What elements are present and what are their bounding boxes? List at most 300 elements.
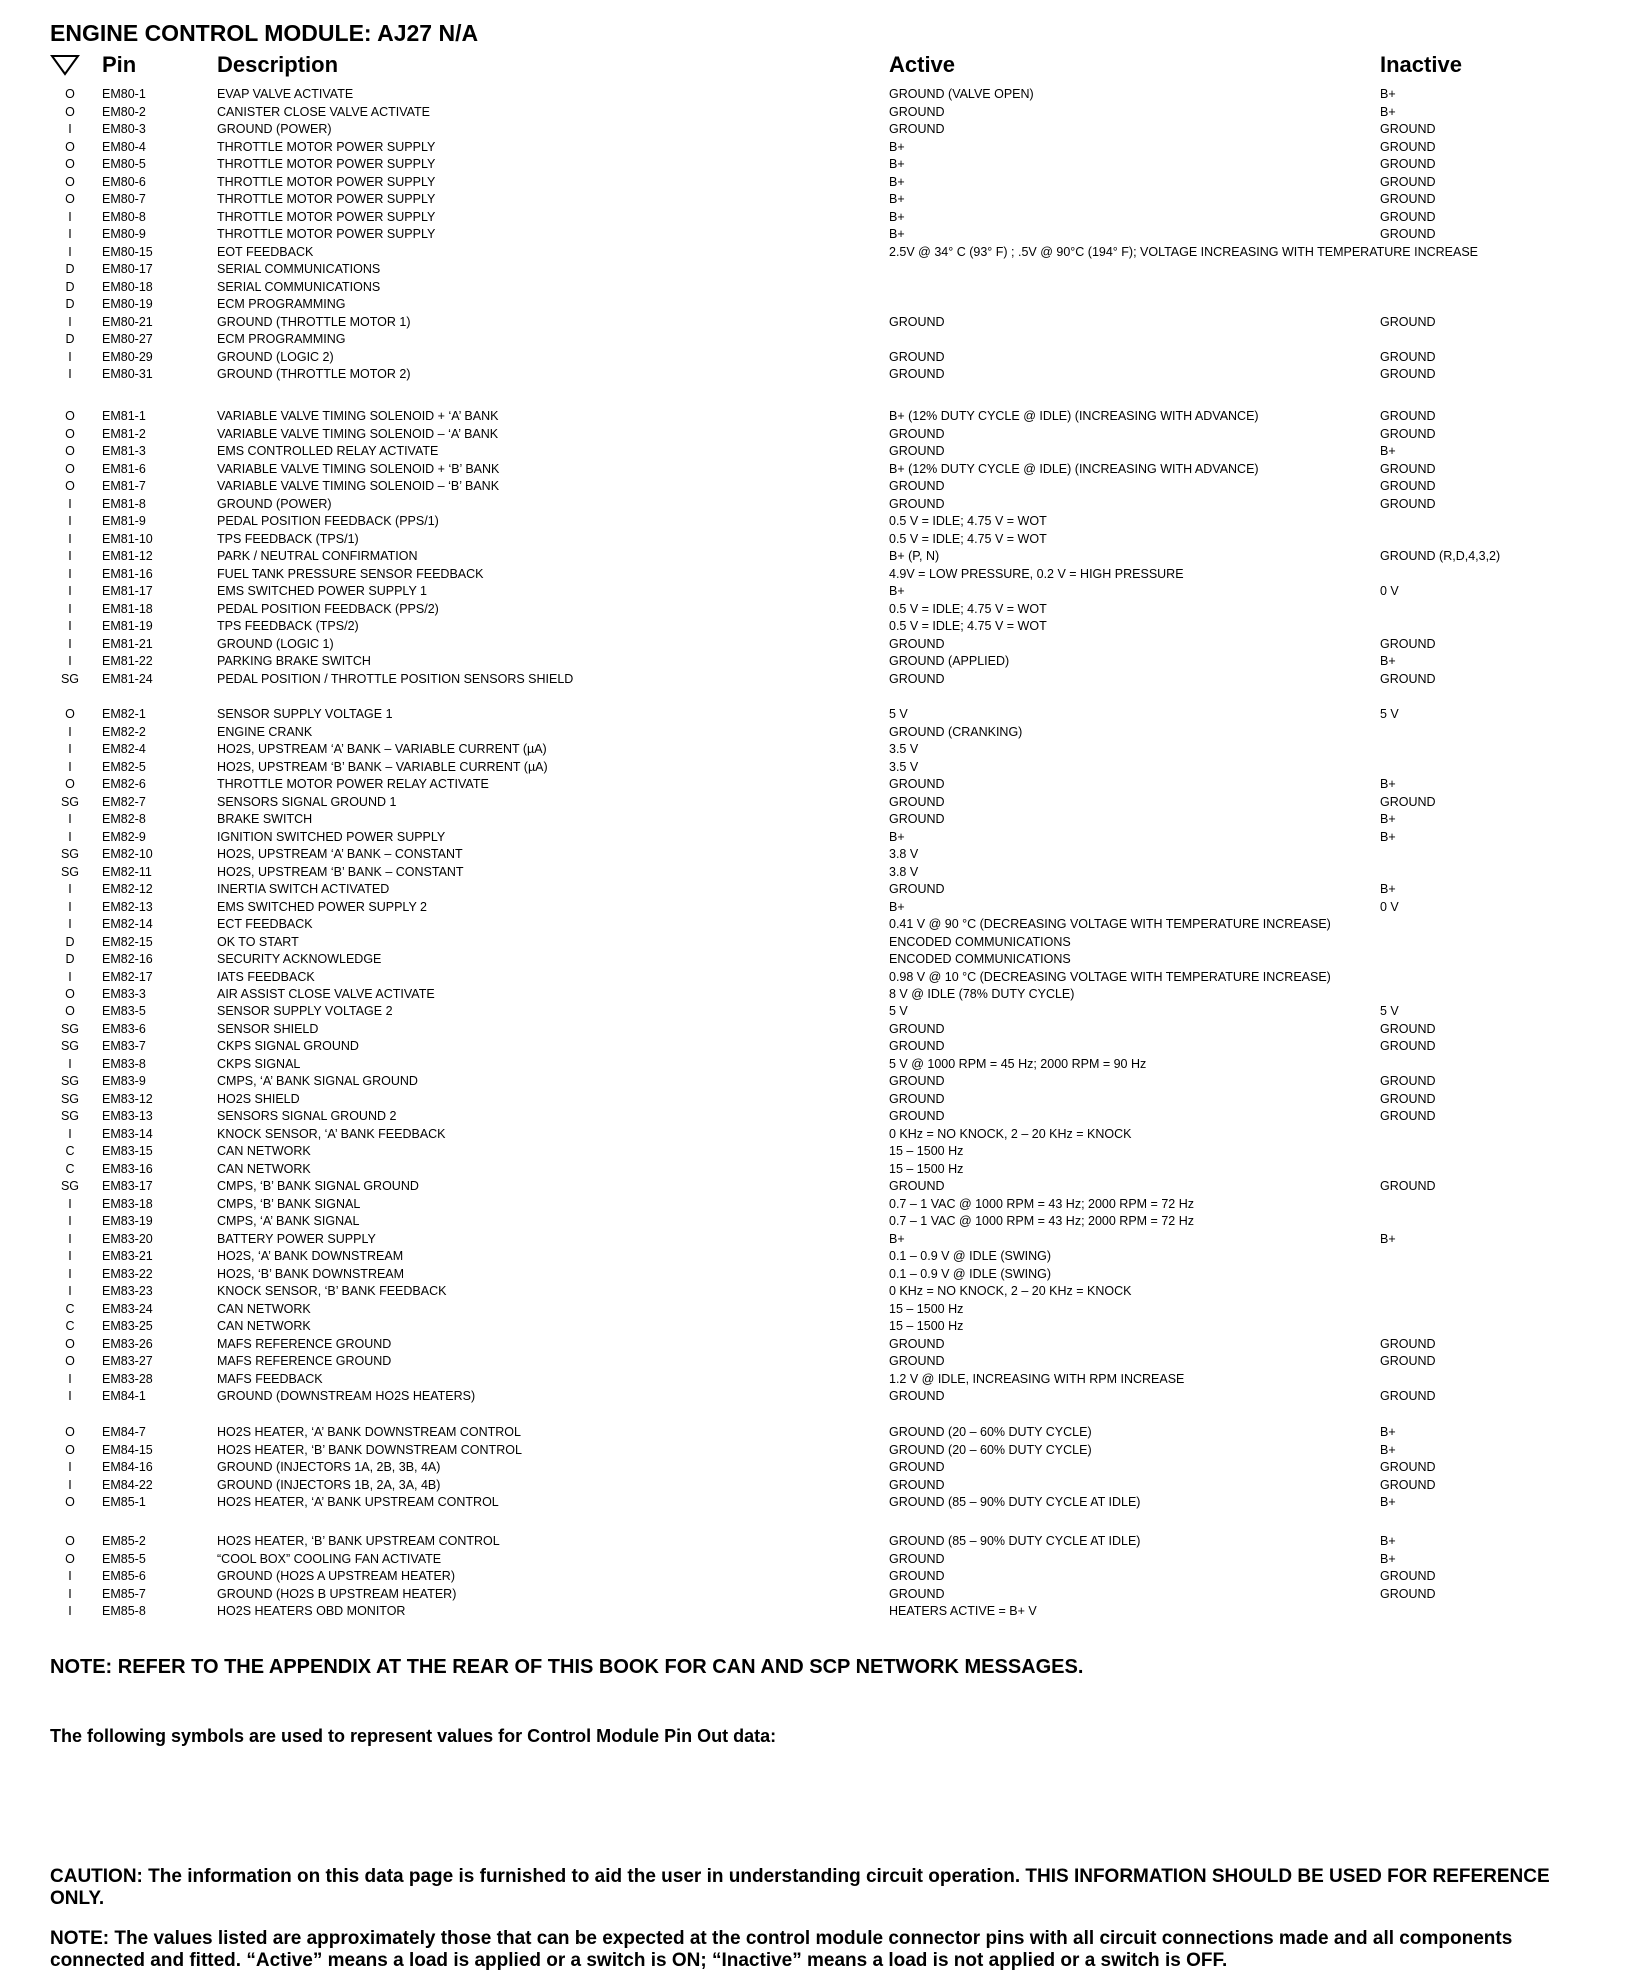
table-row: [0, 1108, 1648, 1125]
pin-description: MAFS FEEDBACK: [217, 1371, 323, 1386]
pin-active: 3.8 V: [889, 864, 919, 879]
pin-id: EM83-5: [102, 1004, 146, 1018]
pin-id: EM83-27: [102, 1354, 153, 1368]
table-row: [0, 1283, 1648, 1300]
table-row: [0, 1196, 1648, 1213]
table-row: [0, 226, 1648, 243]
pin-inactive: B+: [1380, 1442, 1396, 1457]
pin-active: ENCODED COMMUNICATIONS: [889, 934, 1071, 949]
pin-type: I: [68, 1126, 72, 1141]
table-row: [0, 531, 1648, 548]
pin-active: 0.1 – 0.9 V @ IDLE (SWING): [889, 1249, 1052, 1263]
table-row: [0, 1301, 1648, 1318]
pin-type: I: [68, 1389, 72, 1403]
pin-description: SERIAL COMMUNICATIONS: [217, 279, 381, 294]
pin-active: 0.98 V @ 10 °C (DECREASING VOLTAGE WITH TEMPERATURE INCREASE): [889, 969, 1331, 984]
pin-type: O: [65, 479, 75, 493]
header-description: Description: [217, 52, 339, 77]
pin-inactive: GROUND: [1380, 1569, 1436, 1583]
table-row: [0, 706, 1648, 723]
pin-id: EM82-16: [102, 952, 153, 966]
table-row: [0, 1091, 1648, 1108]
pin-id: EM81-17: [102, 584, 153, 598]
pin-inactive: GROUND: [1380, 314, 1436, 329]
pin-id: EM83-16: [102, 1161, 153, 1176]
pin-id: EM83-6: [102, 1021, 146, 1036]
pin-description: GROUND (DOWNSTREAM HO2S HEATERS): [217, 1389, 476, 1403]
pin-inactive: B+: [1380, 104, 1396, 119]
pin-inactive: GROUND: [1380, 636, 1436, 651]
table-row: [0, 209, 1648, 226]
pin-type: O: [65, 192, 75, 206]
pin-active: B+ (12% DUTY CYCLE @ IDLE) (INCREASING WITH ADVANCE): [889, 461, 1259, 476]
pin-id: EM80-18: [102, 279, 153, 294]
pin-active: B+ (P, N): [889, 549, 940, 563]
pin-type: O: [65, 426, 75, 441]
pin-type: O: [65, 1004, 75, 1018]
pin-description: VARIABLE VALVE TIMING SOLENOID + ‘B’ BANK: [217, 461, 500, 476]
pin-description: HO2S HEATERS OBD MONITOR: [217, 1604, 406, 1618]
pin-description: CMPS, ‘B’ BANK SIGNAL: [217, 1196, 361, 1211]
pin-active: 4.9V = LOW PRESSURE, 0.2 V = HIGH PRESSURE: [889, 566, 1184, 581]
pin-description: EMS SWITCHED POWER SUPPLY 2: [217, 899, 427, 914]
pin-type: I: [68, 724, 72, 739]
pin-id: EM83-12: [102, 1091, 153, 1106]
pin-active: GROUND: [889, 1551, 945, 1566]
table-row: [0, 934, 1648, 951]
pin-inactive: B+: [1380, 829, 1396, 844]
pin-id: EM80-17: [102, 262, 153, 276]
pin-description: GROUND (THROTTLE MOTOR 2): [217, 367, 411, 381]
pin-active: GROUND: [889, 1179, 945, 1193]
pin-type: C: [65, 1319, 75, 1333]
pin-active: B+: [889, 209, 905, 224]
header-pin: Pin: [102, 52, 137, 77]
pin-active: B+: [889, 157, 905, 171]
pin-inactive: B+: [1380, 777, 1396, 791]
pin-inactive: GROUND: [1380, 671, 1436, 686]
table-row: [0, 759, 1648, 776]
pin-id: EM80-19: [102, 297, 153, 311]
pin-description: IATS FEEDBACK: [217, 969, 315, 984]
pin-type: I: [68, 1477, 72, 1492]
pin-id: EM80-8: [102, 209, 146, 224]
pin-id: EM85-8: [102, 1604, 146, 1618]
pin-active: GROUND: [889, 671, 945, 686]
pin-type: O: [65, 1336, 75, 1351]
pin-id: EM81-7: [102, 479, 146, 493]
pin-type: SG: [60, 1074, 80, 1088]
pin-type: I: [68, 1249, 72, 1263]
pin-description: SENSOR SHIELD: [217, 1021, 319, 1036]
pin-id: EM85-7: [102, 1586, 146, 1601]
pin-inactive: 0 V: [1380, 899, 1399, 914]
pin-id: EM82-6: [102, 777, 146, 791]
pin-id: EM83-23: [102, 1284, 153, 1298]
pin-id: EM81-9: [102, 514, 146, 528]
pin-inactive: GROUND: [1380, 1091, 1436, 1106]
pin-id: EM81-8: [102, 496, 146, 511]
pin-description: HO2S, ‘A’ BANK DOWNSTREAM: [217, 1249, 404, 1263]
pin-active: B+: [889, 829, 905, 844]
table-row: [0, 951, 1648, 968]
table-row: [0, 1161, 1648, 1178]
pin-description: HO2S, UPSTREAM ‘B’ BANK – CONSTANT: [217, 864, 464, 879]
pin-type: I: [68, 584, 72, 598]
table-row: [0, 548, 1648, 565]
pin-inactive: GROUND: [1380, 1109, 1436, 1123]
pin-id: EM80-1: [102, 87, 146, 101]
table-row: [0, 1038, 1648, 1055]
pin-inactive: GROUND: [1380, 496, 1436, 511]
page-title: ENGINE CONTROL MODULE: AJ27 N/A: [50, 20, 479, 46]
table-row: [0, 86, 1648, 103]
table-row: [0, 478, 1648, 495]
table-row: [0, 1459, 1648, 1476]
pin-inactive: B+: [1380, 882, 1396, 896]
pin-id: EM83-9: [102, 1074, 146, 1088]
pin-id: EM80-29: [102, 349, 153, 364]
table-row: [0, 1213, 1648, 1230]
pin-description: “COOL BOX” COOLING FAN ACTIVATE: [217, 1551, 442, 1566]
table-row: [0, 671, 1648, 688]
table-row: [0, 794, 1648, 811]
pin-description: PARK / NEUTRAL CONFIRMATION: [217, 549, 418, 563]
pin-active: 0.1 – 0.9 V @ IDLE (SWING): [889, 1266, 1052, 1281]
pin-description: TPS FEEDBACK (TPS/1): [217, 531, 359, 546]
pin-id: EM85-2: [102, 1534, 146, 1548]
pin-active: GROUND: [889, 1039, 945, 1053]
pin-inactive: GROUND: [1380, 174, 1436, 189]
pin-id: EM82-15: [102, 934, 153, 949]
pin-active: GROUND: [889, 1354, 945, 1368]
pin-type: O: [65, 1551, 75, 1566]
table-row: [0, 864, 1648, 881]
pin-active: 0.5 V = IDLE; 4.75 V = WOT: [889, 531, 1047, 546]
pin-type: I: [68, 349, 72, 364]
pin-id: EM83-26: [102, 1336, 153, 1351]
pin-active: GROUND: [889, 1074, 945, 1088]
pin-description: EMS SWITCHED POWER SUPPLY 1: [217, 584, 427, 598]
pin-type: I: [68, 619, 72, 633]
pin-active: GROUND: [889, 367, 945, 381]
table-row: [0, 829, 1648, 846]
pin-description: PEDAL POSITION / THROTTLE POSITION SENSORS SHIELD: [217, 671, 574, 686]
pin-id: EM83-17: [102, 1179, 153, 1193]
pin-active: 8 V @ IDLE (78% DUTY CYCLE): [889, 987, 1075, 1001]
pin-description: CMPS, ‘A’ BANK SIGNAL: [217, 1214, 360, 1228]
pin-inactive: GROUND: [1380, 139, 1436, 154]
pin-id: EM80-7: [102, 192, 146, 206]
pin-id: EM84-15: [102, 1442, 153, 1457]
table-row: [0, 443, 1648, 460]
table-row: [0, 1494, 1648, 1511]
pin-id: EM81-12: [102, 549, 153, 563]
pin-description: VARIABLE VALVE TIMING SOLENOID – ‘B’ BANK: [217, 479, 500, 493]
pin-description: CKPS SIGNAL GROUND: [217, 1039, 359, 1053]
pin-description: KNOCK SENSOR, ‘A’ BANK FEEDBACK: [217, 1126, 446, 1141]
pin-id: EM82-5: [102, 759, 146, 774]
pin-inactive: GROUND: [1380, 122, 1436, 136]
pin-active: B+: [889, 584, 905, 598]
pin-id: EM83-25: [102, 1319, 153, 1333]
pin-active: 0.41 V @ 90 °C (DECREASING VOLTAGE WITH TEMPERATURE INCREASE): [889, 917, 1331, 931]
pin-id: EM80-31: [102, 367, 153, 381]
pin-inactive: GROUND: [1380, 1074, 1436, 1088]
table-row: [0, 618, 1648, 635]
table-row: [0, 121, 1648, 138]
pin-description: HO2S SHIELD: [217, 1091, 300, 1106]
pin-description: MAFS REFERENCE GROUND: [217, 1336, 392, 1351]
pin-description: SECURITY ACKNOWLEDGE: [217, 952, 382, 966]
pin-active: GROUND (VALVE OPEN): [889, 87, 1034, 101]
table-row: [0, 724, 1648, 741]
pin-type: D: [65, 332, 75, 346]
table-row: [0, 1353, 1648, 1370]
table-row: [0, 1056, 1648, 1073]
pin-description: TPS FEEDBACK (TPS/2): [217, 619, 359, 633]
pin-id: EM80-2: [102, 104, 146, 119]
pin-id: EM81-3: [102, 444, 146, 458]
pin-description: FUEL TANK PRESSURE SENSOR FEEDBACK: [217, 566, 484, 581]
table-row: [0, 1551, 1648, 1568]
table-row: [0, 811, 1648, 828]
pin-description: PARKING BRAKE SWITCH: [217, 654, 371, 668]
table-row: [0, 461, 1648, 478]
pin-type: O: [65, 777, 75, 791]
pin-active: 15 – 1500 Hz: [889, 1319, 964, 1333]
pin-active: B+: [889, 899, 905, 914]
pin-id: EM80-4: [102, 139, 146, 154]
table-row: [0, 296, 1648, 313]
pin-type: I: [68, 1284, 72, 1298]
pin-id: EM82-14: [102, 917, 153, 931]
table-row: [0, 1568, 1648, 1585]
pin-id: EM82-8: [102, 812, 146, 826]
pin-active: 1.2 V @ IDLE, INCREASING WITH RPM INCREASE: [889, 1371, 1185, 1386]
pin-active: GROUND: [889, 122, 945, 136]
table-row: [0, 408, 1648, 425]
table-row: [0, 261, 1648, 278]
pin-inactive: GROUND (R,D,4,3,2): [1380, 549, 1501, 563]
pin-description: GROUND (THROTTLE MOTOR 1): [217, 314, 411, 329]
pin-description: EMS CONTROLLED RELAY ACTIVATE: [217, 444, 439, 458]
pin-active: GROUND (20 – 60% DUTY CYCLE): [889, 1425, 1092, 1439]
pin-description: SENSORS SIGNAL GROUND 2: [217, 1109, 397, 1123]
pin-type: O: [65, 1534, 75, 1548]
pin-type: O: [65, 174, 75, 189]
pin-active: HEATERS ACTIVE = B+ V: [889, 1604, 1037, 1618]
pin-id: EM82-4: [102, 742, 146, 756]
pin-id: EM81-22: [102, 654, 153, 668]
pin-description: SENSOR SUPPLY VOLTAGE 1: [217, 707, 393, 721]
pin-active: GROUND: [889, 496, 945, 511]
pin-active: GROUND: [889, 1389, 945, 1403]
table-row: [0, 156, 1648, 173]
pin-id: EM80-27: [102, 332, 153, 346]
table-row: [0, 366, 1648, 383]
pin-type: O: [65, 409, 75, 423]
pin-type: O: [65, 139, 75, 154]
pin-description: HO2S HEATER, ‘A’ BANK UPSTREAM CONTROL: [217, 1495, 499, 1509]
pin-id: EM83-24: [102, 1301, 153, 1316]
table-row: [0, 1126, 1648, 1143]
pin-description: AIR ASSIST CLOSE VALVE ACTIVATE: [217, 987, 435, 1001]
pin-id: EM80-15: [102, 244, 153, 259]
pin-type: I: [68, 812, 72, 826]
pin-active: B+: [889, 174, 905, 189]
pin-type: O: [65, 1354, 75, 1368]
pin-active: GROUND: [889, 1477, 945, 1492]
pin-description: SENSOR SUPPLY VOLTAGE 2: [217, 1004, 393, 1018]
pin-active: 0.7 – 1 VAC @ 1000 RPM = 43 Hz; 2000 RPM = 72 Hz: [889, 1214, 1194, 1228]
pin-description: INERTIA SWITCH ACTIVATED: [217, 882, 390, 896]
pin-description: CAN NETWORK: [217, 1301, 311, 1316]
pin-description: ECM PROGRAMMING: [217, 297, 346, 311]
pin-description: HO2S HEATER, ‘A’ BANK DOWNSTREAM CONTROL: [217, 1425, 521, 1439]
pin-description: KNOCK SENSOR, ‘B’ BANK FEEDBACK: [217, 1284, 447, 1298]
pin-id: EM82-2: [102, 724, 146, 739]
pin-id: EM83-22: [102, 1266, 153, 1281]
pin-description: BATTERY POWER SUPPLY: [217, 1231, 376, 1246]
pin-description: SERIAL COMMUNICATIONS: [217, 262, 381, 276]
pin-active: 3.8 V: [889, 847, 919, 861]
pin-type: O: [65, 87, 75, 101]
pin-description: GROUND (HO2S B UPSTREAM HEATER): [217, 1586, 457, 1601]
pin-type: I: [68, 1214, 72, 1228]
pin-type: I: [68, 969, 72, 984]
table-row: [0, 583, 1648, 600]
table-row: [0, 1336, 1648, 1353]
pin-type: O: [65, 444, 75, 458]
header-inactive: Inactive: [1380, 52, 1462, 77]
symbols-intro: The following symbols are used to represent values for Control Module Pin Out data:: [50, 1726, 777, 1746]
pin-active: 0 KHz = NO KNOCK, 2 – 20 KHz = KNOCK: [889, 1126, 1132, 1141]
pin-inactive: GROUND: [1380, 209, 1436, 224]
pin-description: BRAKE SWITCH: [217, 812, 313, 826]
pin-id: EM83-15: [102, 1144, 153, 1158]
appendix-note: NOTE: REFER TO THE APPENDIX AT THE REAR OF THIS BOOK FOR CAN AND SCP NETWORK MESSAGES.: [50, 1656, 1084, 1678]
pin-description: EVAP VALVE ACTIVATE: [217, 87, 354, 101]
pin-id: EM81-6: [102, 461, 146, 476]
pin-inactive: B+: [1380, 1231, 1396, 1246]
pin-description: THROTTLE MOTOR POWER RELAY ACTIVATE: [217, 777, 489, 791]
pin-id: EM81-2: [102, 426, 146, 441]
pin-id: EM81-16: [102, 566, 153, 581]
pin-type: I: [68, 1266, 72, 1281]
pin-inactive: GROUND: [1380, 349, 1436, 364]
pin-active: GROUND: [889, 812, 945, 826]
pin-description: CANISTER CLOSE VALVE ACTIVATE: [217, 104, 431, 119]
pin-type: I: [68, 1371, 72, 1386]
pin-type: O: [65, 104, 75, 119]
pin-type: O: [65, 157, 75, 171]
pin-description: THROTTLE MOTOR POWER SUPPLY: [217, 139, 436, 154]
pin-active: 5 V @ 1000 RPM = 45 Hz; 2000 RPM = 90 Hz: [889, 1056, 1147, 1071]
pin-id: EM84-1: [102, 1389, 146, 1403]
table-row: [0, 741, 1648, 758]
pin-description: CMPS, ‘A’ BANK SIGNAL GROUND: [217, 1074, 418, 1088]
pin-active: 5 V: [889, 707, 908, 721]
table-row: [0, 986, 1648, 1003]
pin-description: PEDAL POSITION FEEDBACK (PPS/2): [217, 601, 439, 616]
pin-id: EM84-16: [102, 1460, 153, 1474]
pin-inactive: GROUND: [1380, 192, 1436, 206]
pin-description: IGNITION SWITCHED POWER SUPPLY: [217, 829, 446, 844]
table-row: [0, 1533, 1648, 1550]
values-note: NOTE: The values listed are approximately those that can be expected at the control module connector pins with all circuit connections made and all components connected and fitted. “Active” means a load is applied or a switch is ON; “Inactive” means a load is not applied or a switch is OFF.: [50, 1928, 1513, 1971]
pin-description: HO2S, UPSTREAM ‘A’ BANK – CONSTANT: [217, 847, 463, 861]
pin-type: D: [65, 262, 75, 276]
pin-type: O: [65, 1425, 75, 1439]
table-row: [0, 1318, 1648, 1335]
pin-active: B+: [889, 1231, 905, 1246]
pin-id: EM83-21: [102, 1249, 153, 1263]
pin-description: OK TO START: [217, 934, 299, 949]
pin-inactive: B+: [1380, 812, 1396, 826]
pin-type: I: [68, 917, 72, 931]
pin-description: THROTTLE MOTOR POWER SUPPLY: [217, 209, 436, 224]
pin-active: GROUND (85 – 90% DUTY CYCLE AT IDLE): [889, 1534, 1141, 1548]
pin-active: GROUND: [889, 1021, 945, 1036]
pin-active: 0.5 V = IDLE; 4.75 V = WOT: [889, 514, 1047, 528]
pin-description: CMPS, ‘B’ BANK SIGNAL GROUND: [217, 1179, 419, 1193]
pin-id: EM80-9: [102, 227, 146, 241]
pin-active: GROUND: [889, 777, 945, 791]
pin-type: SG: [60, 794, 80, 809]
table-row: [0, 174, 1648, 191]
pin-type: I: [68, 882, 72, 896]
pin-active: 15 – 1500 Hz: [889, 1144, 964, 1158]
pin-description: PEDAL POSITION FEEDBACK (PPS/1): [217, 514, 439, 528]
pin-type: I: [68, 122, 72, 136]
table-row: [0, 104, 1648, 121]
pin-type: I: [68, 1460, 72, 1474]
pin-inactive: GROUND: [1380, 794, 1436, 809]
table-row: [0, 331, 1648, 348]
pin-description: GROUND (INJECTORS 1B, 2A, 3A, 4B): [217, 1477, 441, 1492]
pin-inactive: GROUND: [1380, 1179, 1436, 1193]
table-row: [0, 426, 1648, 443]
pin-active: 0.5 V = IDLE; 4.75 V = WOT: [889, 619, 1047, 633]
table-row: [0, 1442, 1648, 1459]
pin-type: O: [65, 987, 75, 1001]
table-row: [0, 314, 1648, 331]
pin-inactive: B+: [1380, 87, 1396, 101]
pin-active: B+: [889, 192, 905, 206]
pin-id: EM83-28: [102, 1371, 153, 1386]
pin-type: I: [68, 1056, 72, 1071]
pin-inactive: GROUND: [1380, 1477, 1436, 1492]
pin-type: I: [68, 209, 72, 224]
pin-inactive: GROUND: [1380, 409, 1436, 423]
pin-active: GROUND: [889, 636, 945, 651]
table-row: [0, 601, 1648, 618]
pin-description: HO2S, UPSTREAM ‘B’ BANK – VARIABLE CURRENT (µA): [217, 759, 548, 774]
pin-inactive: GROUND: [1380, 227, 1436, 241]
pin-inactive: 5 V: [1380, 1004, 1399, 1018]
pin-inactive: GROUND: [1380, 426, 1436, 441]
pin-type: I: [68, 314, 72, 329]
pin-description: ECM PROGRAMMING: [217, 332, 346, 346]
pin-description: HO2S, UPSTREAM ‘A’ BANK – VARIABLE CURRENT (µA): [217, 742, 547, 756]
pin-type: I: [68, 531, 72, 546]
table-row: [0, 1003, 1648, 1020]
pin-type: I: [68, 1604, 72, 1618]
pin-inactive: GROUND: [1380, 1039, 1436, 1053]
table-row: [0, 496, 1648, 513]
pin-type: SG: [60, 1039, 80, 1053]
